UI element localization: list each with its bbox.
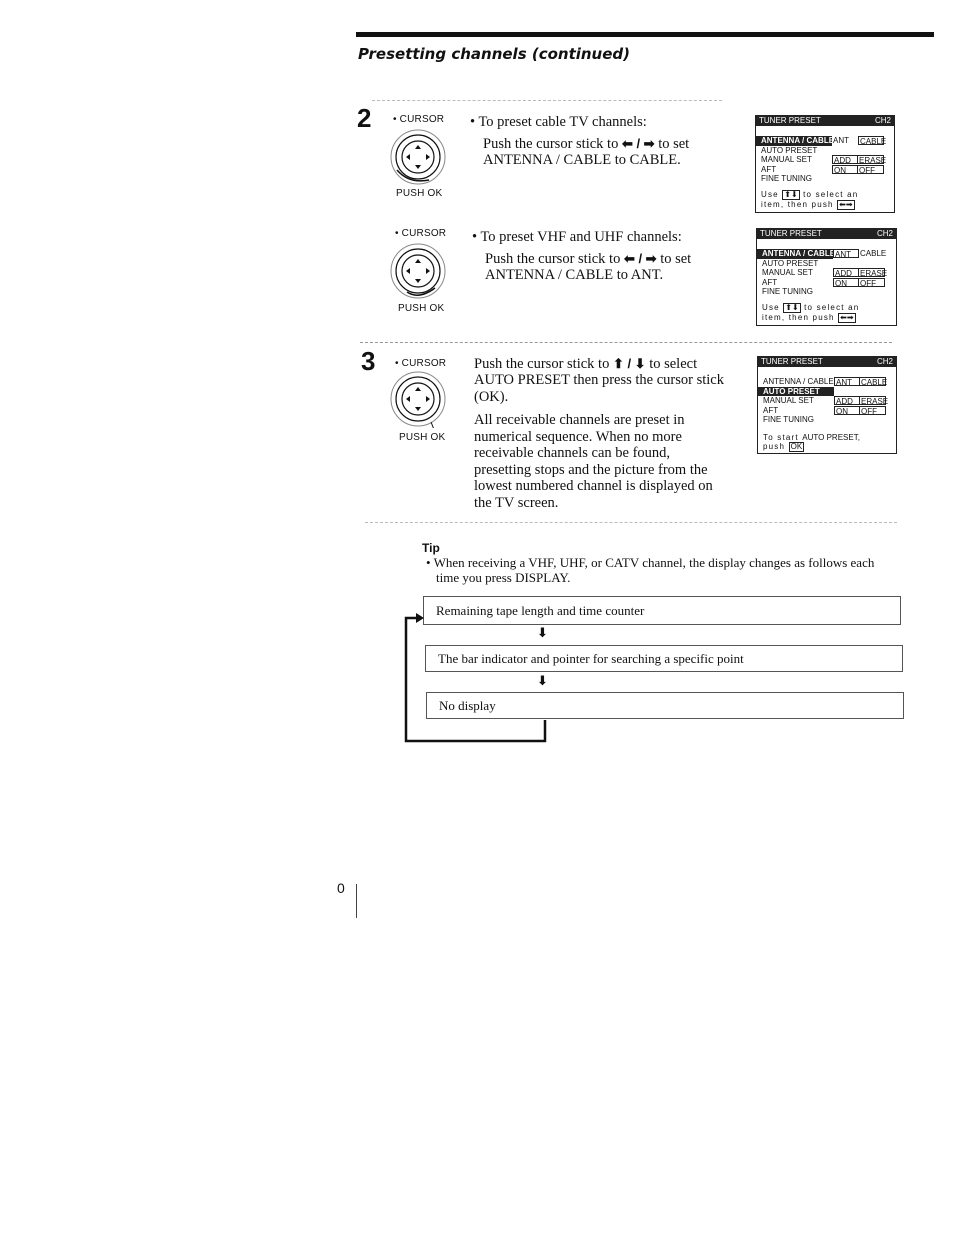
osd-footer-text: Use bbox=[761, 189, 779, 199]
down-arrow-icon: ⬇ bbox=[537, 626, 548, 641]
instruction-text: Push the cursor stick to bbox=[474, 356, 610, 372]
osd-row-label: MANUAL SET bbox=[763, 396, 814, 405]
osd-row-label: AUTO PRESET bbox=[758, 387, 834, 397]
cable-bullet: • To preset cable TV channels: bbox=[470, 114, 647, 130]
osd-footer bbox=[757, 313, 896, 323]
osd-row bbox=[758, 406, 896, 416]
osd-option: ERASE bbox=[859, 156, 887, 166]
osd-row bbox=[757, 287, 896, 297]
cursor-label: • CURSOR bbox=[393, 114, 445, 125]
push-ok-label: PUSH OK bbox=[396, 188, 443, 199]
step-number: 3 bbox=[361, 346, 376, 376]
up-down-arrows-icon: ⬆ / ⬇ bbox=[612, 356, 646, 371]
ok-key-icon: OK bbox=[790, 442, 803, 451]
osd-channel: CH2 bbox=[876, 229, 893, 239]
paragraph-line: the TV screen. bbox=[474, 494, 559, 511]
left-right-arrows-icon: ⬅ / ➡ bbox=[621, 136, 655, 151]
tip-line: • When receiving a VHF, UHF, or CATV channel, the display changes as follows each bbox=[426, 555, 875, 570]
osd-row-label: AFT bbox=[763, 405, 779, 415]
osd-option: ANT bbox=[834, 377, 860, 386]
osd-option: ERASE bbox=[861, 397, 889, 407]
osd-screen bbox=[755, 115, 895, 213]
osd-footer-text: Use bbox=[762, 302, 780, 312]
cursor-stick-icon bbox=[389, 128, 447, 186]
osd-channel: CH2 bbox=[874, 116, 891, 126]
tip-heading: Tip bbox=[422, 541, 440, 555]
osd-option: ADD bbox=[832, 155, 858, 164]
step3-instruction bbox=[474, 356, 697, 373]
osd-option: CABLE bbox=[860, 137, 887, 147]
osd-footer-text: to select an bbox=[803, 189, 859, 199]
osd-option: ON bbox=[832, 165, 858, 174]
osd-channel: CH2 bbox=[876, 357, 893, 367]
instruction-text: to select bbox=[649, 356, 698, 372]
osd-header bbox=[756, 116, 894, 126]
instruction-text: to set bbox=[660, 251, 692, 267]
osd-footer bbox=[756, 200, 894, 210]
flow-step-label: The bar indicator and pointer for searching a specific point bbox=[438, 650, 744, 666]
divider bbox=[360, 342, 892, 343]
divider bbox=[372, 100, 722, 101]
vhf-instruction-line2: ANTENNA / CABLE to ANT. bbox=[485, 267, 664, 283]
osd-row bbox=[756, 155, 894, 165]
osd-option: OFF bbox=[860, 406, 886, 415]
osd-row bbox=[756, 146, 894, 156]
osd-option: ON bbox=[833, 278, 859, 287]
divider bbox=[365, 522, 897, 523]
cable-instruction bbox=[483, 136, 689, 153]
osd-option: ERASE bbox=[860, 269, 888, 279]
tip-text bbox=[426, 555, 874, 585]
osd-row bbox=[757, 259, 896, 269]
tip-line: time you press DISPLAY. bbox=[436, 570, 571, 585]
instruction-text: Push the cursor stick to bbox=[483, 136, 619, 152]
cursor-stick-icon bbox=[389, 242, 447, 300]
osd-row-label: AFT bbox=[762, 277, 778, 287]
osd-row bbox=[757, 268, 896, 278]
step-number: 2 bbox=[357, 103, 372, 133]
osd-row-label: AUTO PRESET bbox=[762, 258, 819, 268]
step3-instruction-line2: AUTO PRESET then press the cursor stick bbox=[474, 372, 724, 388]
push-ok-label: PUSH OK bbox=[399, 432, 446, 443]
osd-title: TUNER PRESET bbox=[759, 116, 821, 126]
page-number-rule bbox=[356, 884, 357, 918]
flow-step-label: Remaining tape length and time counter bbox=[436, 602, 645, 618]
vhf-bullet: • To preset VHF and UHF channels: bbox=[472, 229, 682, 245]
osd-header bbox=[758, 357, 896, 367]
page-title: Presetting channels (continued) bbox=[358, 45, 631, 63]
instruction-text: to set bbox=[658, 136, 690, 152]
osd-option: ANT bbox=[833, 136, 849, 146]
left-right-arrows-icon: ⬅ / ➡ bbox=[623, 251, 657, 266]
osd-row-label: AFT bbox=[761, 164, 777, 174]
paragraph-line: presetting stops and the picture from the bbox=[474, 461, 708, 478]
osd-row bbox=[758, 377, 896, 387]
step3-instruction-line3: (OK). bbox=[474, 389, 509, 405]
header-rule bbox=[356, 32, 934, 37]
osd-row-label: FINE TUNING bbox=[763, 415, 814, 424]
osd-footer-text: AUTO PRESET, bbox=[802, 432, 860, 442]
osd-row-label: MANUAL SET bbox=[762, 268, 813, 277]
osd-row bbox=[756, 136, 894, 146]
osd-row bbox=[757, 249, 896, 259]
paragraph-line: receivable channels can be found, bbox=[474, 445, 671, 461]
flow-step-label: No display bbox=[439, 697, 496, 713]
osd-option: CABLE bbox=[861, 378, 888, 388]
osd-option: OFF bbox=[859, 278, 885, 287]
osd-option: OFF bbox=[858, 165, 884, 174]
osd-title: TUNER PRESET bbox=[760, 229, 822, 239]
osd-footer-text: item, then push bbox=[762, 312, 835, 322]
osd-row-label: FINE TUNING bbox=[762, 287, 813, 296]
osd-row-label: ANTENNA / CABLE bbox=[756, 136, 832, 146]
cursor-label: • CURSOR bbox=[395, 358, 447, 369]
osd-screen bbox=[757, 356, 897, 454]
paragraph-line: All receivable channels are preset in bbox=[474, 412, 685, 428]
osd-option: ANT bbox=[833, 249, 859, 258]
osd-option: CABLE bbox=[860, 249, 887, 259]
up-down-key-icon: ⬆⬇ bbox=[784, 189, 798, 199]
osd-row bbox=[758, 396, 896, 406]
step3-paragraph bbox=[474, 412, 713, 511]
osd-screen bbox=[756, 228, 897, 326]
paragraph-line: lowest numbered channel is displayed on bbox=[474, 478, 713, 494]
osd-footer bbox=[757, 303, 896, 313]
osd-row bbox=[757, 278, 896, 288]
osd-footer-text: push bbox=[763, 442, 786, 451]
osd-row bbox=[758, 387, 896, 397]
osd-row-label: ANTENNA / CABLE bbox=[763, 377, 834, 386]
osd-header bbox=[757, 229, 896, 239]
osd-row bbox=[756, 174, 894, 184]
cursor-label: • CURSOR bbox=[395, 228, 447, 239]
cursor-stick-icon bbox=[389, 370, 447, 428]
vhf-instruction bbox=[485, 251, 691, 268]
osd-row-label: FINE TUNING bbox=[761, 174, 812, 183]
left-right-key-icon: ⬅➡ bbox=[839, 199, 853, 209]
up-down-key-icon: ⬆⬇ bbox=[785, 302, 799, 312]
osd-row-label: AUTO PRESET bbox=[761, 145, 818, 155]
osd-footer bbox=[758, 433, 896, 443]
osd-option: ADD bbox=[833, 268, 859, 277]
loop-back-arrow-icon bbox=[398, 608, 550, 744]
osd-footer-text: item, then push bbox=[761, 199, 834, 209]
left-right-key-icon: ⬅➡ bbox=[840, 312, 854, 322]
osd-row-label: MANUAL SET bbox=[761, 155, 812, 164]
osd-row-label: ANTENNA / CABLE bbox=[757, 249, 833, 259]
instruction-text: Push the cursor stick to bbox=[485, 251, 621, 267]
osd-option: ON bbox=[834, 406, 860, 415]
page-number: 0 bbox=[337, 880, 345, 896]
push-ok-label: PUSH OK bbox=[398, 303, 445, 314]
osd-footer bbox=[756, 190, 894, 200]
paragraph-line: numerical sequence. When no more bbox=[474, 428, 682, 445]
osd-footer-text: to select an bbox=[804, 302, 860, 312]
osd-title: TUNER PRESET bbox=[761, 357, 823, 367]
osd-row bbox=[758, 415, 896, 425]
osd-footer bbox=[758, 442, 896, 452]
osd-footer-text: To start bbox=[763, 432, 799, 442]
osd-row bbox=[756, 165, 894, 175]
down-arrow-icon: ⬇ bbox=[537, 674, 548, 689]
cable-instruction-line2: ANTENNA / CABLE to CABLE. bbox=[483, 152, 681, 168]
osd-option: ADD bbox=[834, 396, 860, 405]
